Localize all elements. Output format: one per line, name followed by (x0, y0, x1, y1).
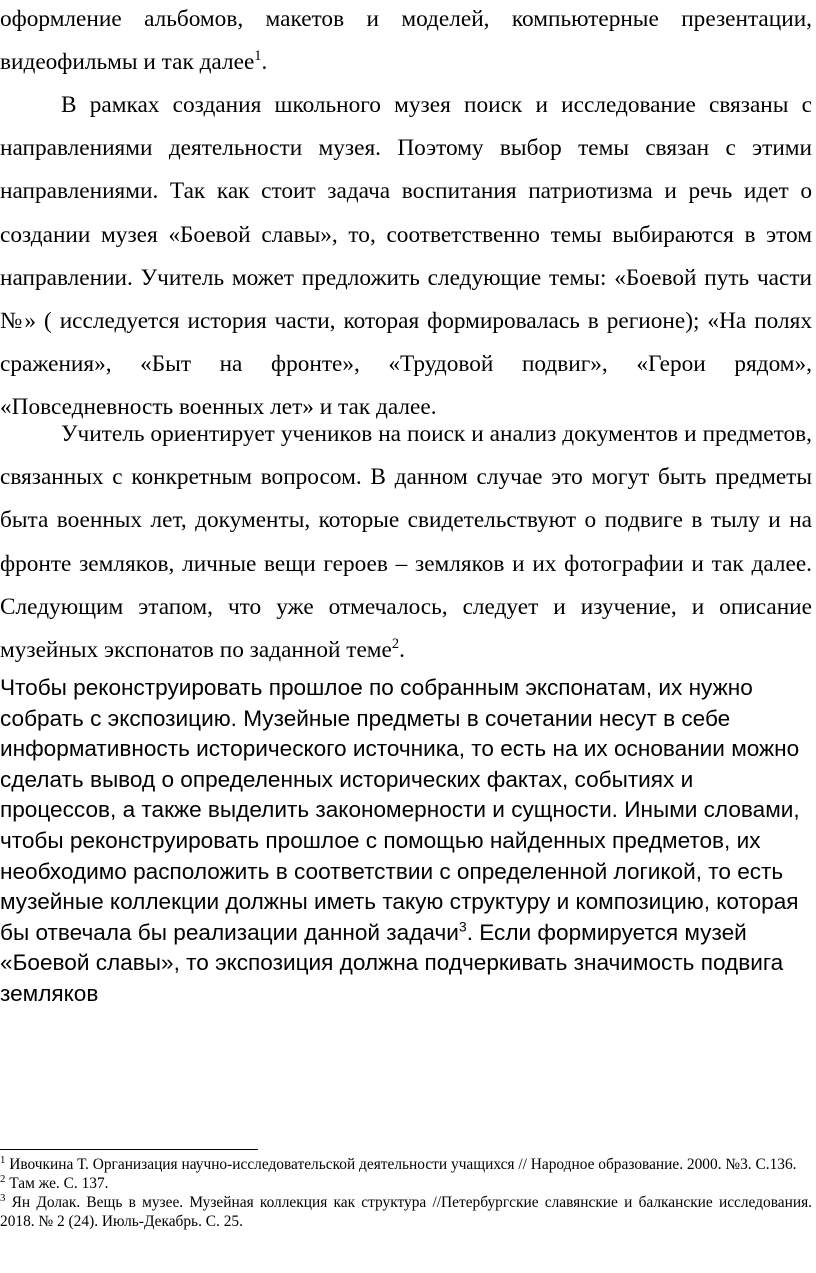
footnotes-section (0, 1155, 812, 1231)
footnote-text: Ян Долак. Вещь в музее. Музейная коллекция как структура //Петербургские славянские и балканские исследования. 2018. № 2 (24). Июль-Декабрь. С. 25. (0, 1194, 812, 1231)
body-paragraph-4 (0, 673, 812, 1010)
paragraph-text: оформление альбомов, макетов и моделей, компьютерные презентации, видеофильмы и так далее (0, 6, 812, 76)
paragraph-text: В рамках создания школьного музея поиск и исследование связаны с направлениями деятельности музея. Поэтому выбор темы связан с этими направлениями. Так как стоит задача воспитания патриотизма и речь идет о создании музея «Боевой славы», то, соответственно темы выбираются в этом направлении. Учитель может предложить следующие темы: «Боевой путь части №» ( исследуется история части, которая формировалась в регионе); «На полях сражения», «Быт на фронте», «Трудовой подвиг», «Герои рядом», «Повседневность военных лет» и так далее. (0, 92, 812, 421)
footnote-number: 3 (0, 1192, 6, 1205)
footnote-separator (0, 1149, 258, 1150)
footnote-ref-2: 2 (391, 636, 400, 653)
footnote-ref-1: 1 (254, 48, 262, 65)
footnote-text: Ивочкина Т. Организация научно-исследовательской деятельности учащихся // Народное образование. 2000. №3. С.136. (5, 1156, 797, 1173)
footnote-number: 2 (0, 1172, 6, 1185)
footnote-3 (0, 1193, 812, 1231)
footnote-text: Там же. С. 137. (5, 1175, 109, 1193)
body-paragraph-2 (0, 84, 812, 430)
paragraph-tail: . Если формируется музей «Боевой славы», то экспозиция должна подчеркивать значимость подвига земляков (0, 919, 784, 1006)
body-paragraph-1 (0, 0, 812, 84)
footnote-number: 1 (0, 1153, 6, 1166)
paragraph-text: Учитель ориентирует учеников на поиск и анализ документов и предметов, связанных с конкретным вопросом. В данном случае это могут быть предметы быта военных лет, документы, которые свидетельствуют о подвиге в тылу и на фронте земляков, личные вещи героев – земляков и их фотографии и так далее. Следующим этапом, что уже отмечалось, следует и изучение, и описание музейных экспонатов по заданной теме (0, 421, 812, 664)
paragraph-text: Чтобы реконструировать прошлое по собранным экспонатам, их нужно собрать с экспозицию. Музейные предметы в сочетании несут в себе информативность исторического источника, то есть на их основании можно сделать вывод о определенных исторических фактах, событиях и процессов, а также выделить закономерности и сущности. Иными словами, чтобы реконструировать прошлое с помощью найденных предметов, их необходимо расположить в соответствии с определенной логикой, то есть музейные коллекции должны иметь такую структуру и композицию, которая бы отвечала бы реализации данной задачи (0, 675, 800, 945)
body-paragraph-3 (0, 413, 812, 672)
footnote-ref-3: 3 (458, 918, 467, 935)
footnote-1 (0, 1155, 812, 1174)
paragraph-tail: . (261, 49, 268, 76)
paragraph-tail: . (399, 637, 405, 664)
footnote-2 (0, 1174, 812, 1193)
